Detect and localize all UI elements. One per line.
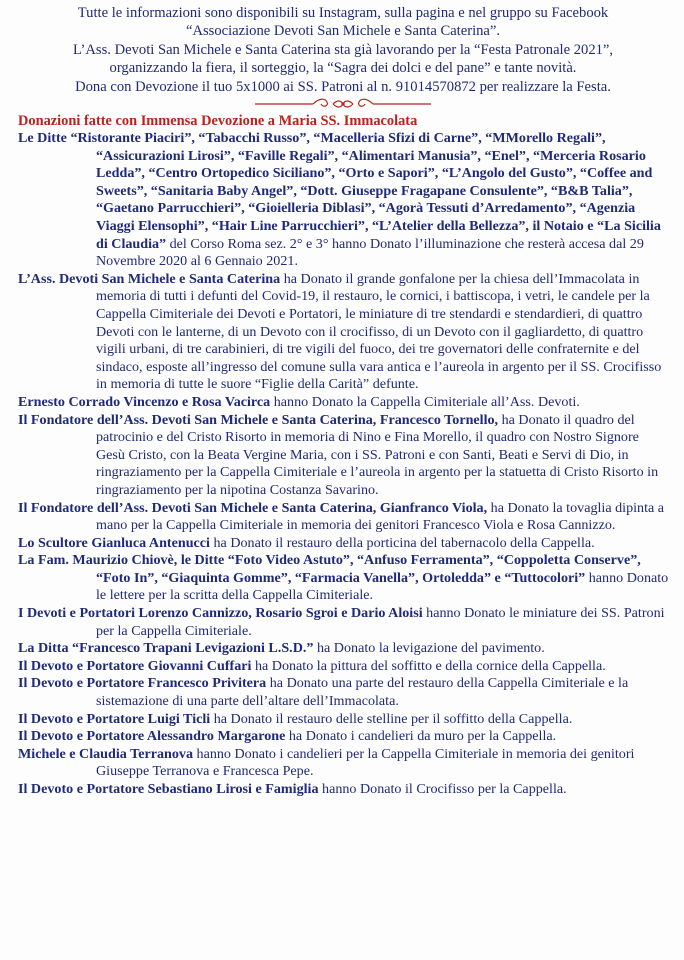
donor-name: Il Devoto e Portatore Giovanni Cuffari bbox=[18, 657, 252, 674]
donation-description: ha Donato il restauro delle stelline per il soffitto della Cappella. bbox=[210, 710, 573, 727]
donation-entry bbox=[16, 640, 670, 658]
donation-entry bbox=[16, 605, 670, 640]
donor-name: Il Devoto e Portatore Sebastiano Lirosi e Famiglia bbox=[18, 781, 319, 797]
donor-name: I Devoti e Portatori Lorenzo Cannizzo, Rosario Sgroi e Dario Aloisi bbox=[18, 605, 423, 622]
donation-description: ha Donato il quadro del patrocinio e del Cristo Risorto in memoria di Nino e Fina Morello, il quadro con Nostro Signore Gesù Cristo, con la Beata Vergine Maria, con i SS. Patroni e con Santi, Beati e Servi di Dio, in ringraziamento per la Cappella Cimiteriale e l’aureola in argento per la statuetta di Cristo Risorto in ringraziamento per la nipotina Costanza Savarino. bbox=[96, 411, 659, 498]
donation-description: hanno Donato il Crocifisso per la Cappella. bbox=[318, 781, 567, 797]
donation-description: ha Donato il restauro della porticina del tabernacolo della Cappella. bbox=[209, 534, 595, 551]
donation-description: hanno Donato la Cappella Cimiteriale all’Ass. Devoti. bbox=[270, 393, 580, 410]
donation-description: ha Donato i candelieri da muro per la Cappella. bbox=[285, 728, 557, 745]
donor-name: Il Devoto e Portatore Francesco Privitera bbox=[18, 675, 267, 692]
donation-entry bbox=[16, 552, 670, 605]
donation-entry bbox=[16, 658, 670, 676]
donor-name: Le Ditte “Ristorante Piaciri”, “Tabacchi Russo”, “Macelleria Sfizi di Carne”, “MMorello Regali”, “Assicurazioni Lirosi”, “Faville Regali”, “Alimentari Manusia”, “Enel”, “Merceria Rosario Ledda”, “Centro Ortopedico Siciliano”, “Orto e Sapori”, “L’Angolo del Gusto”, “Coffee and Sweets”, “Sanitaria Baby Angel”, “Dott. Giuseppe Fragapane Consulente”, “B&B Talia”, “Gaetano Parrucchieri”, “Gioielleria Diblasi”, “Agorà Tessuti d’Arredamento”, “Agenzia Viaggi Elensophi”, “Hair Line Parrucchieri”, “L’Atelier della Bellezza”, il Notaio e “La Sicilia di Claudia” bbox=[18, 130, 661, 252]
donor-name: Il Devoto e Portatore Luigi Ticli bbox=[18, 710, 211, 727]
donation-entry bbox=[16, 130, 670, 271]
donation-description: hanno Donato i candelieri per la Cappella Cimiteriale in memoria dei genitori Giuseppe Terranova e Francesca Pepe. bbox=[96, 745, 635, 780]
donation-entry bbox=[16, 500, 670, 535]
intro-line: Dona con Devozione il tuo 5x1000 ai SS. Patroni al n. 91014570872 per realizzare la Festa. bbox=[75, 78, 611, 95]
donor-name: Michele e Claudia Terranova bbox=[18, 745, 193, 762]
donation-entry bbox=[16, 412, 670, 500]
donor-name: Lo Scultore Gianluca Antenucci bbox=[18, 534, 210, 551]
donation-description: del Corso Roma sez. 2° e 3° hanno Donato l’illuminazione che resterà accesa dal 29 Novembre 2020 al 6 Gennaio 2021. bbox=[96, 235, 644, 270]
donor-name: La Ditta “Francesco Trapani Levigazioni L.S.D.” bbox=[18, 640, 314, 657]
donation-description: hanno Donato le lettere per la scritta della Cappella Cimiteriale. bbox=[96, 569, 669, 604]
donation-entry bbox=[16, 535, 670, 553]
donation-list bbox=[16, 130, 670, 799]
donation-description: ha Donato la tovaglia dipinta a mano per la Cappella Cimiteriale in memoria dei genitori Francesco Viola e Rosa Cannizzo. bbox=[96, 499, 665, 534]
donor-name: Il Devoto e Portatore Alessandro Margarone bbox=[18, 728, 286, 745]
intro-line: L’Ass. Devoti San Michele e Santa Caterina sta già lavorando per la “Festa Patronale 2021”, bbox=[72, 41, 614, 58]
donation-entry bbox=[16, 746, 670, 781]
donation-entry bbox=[16, 675, 670, 710]
donor-name: Il Fondatore dell’Ass. Devoti San Michele e Santa Caterina, Gianfranco Viola, bbox=[18, 499, 488, 516]
donor-name: Ernesto Corrado Vincenzo e Rosa Vacirca bbox=[18, 393, 271, 410]
donation-entry bbox=[16, 781, 670, 799]
scroll-ornament-icon bbox=[253, 98, 433, 110]
intro-block bbox=[16, 4, 670, 96]
donation-description: hanno Donato le miniature dei SS. Patroni per la Cappella Cimiteriale. bbox=[96, 605, 665, 639]
intro-line: “Associazione Devoti San Michele e Santa Caterina”. bbox=[185, 23, 501, 40]
donation-description: ha Donato la pittura del soffitto e della cornice della Cappella. bbox=[251, 657, 606, 674]
donation-description: ha Donato il grande gonfalone per la chiesa dell’Immacolata in memoria di tutti i defunti del Covid-19, il restauro, le cornici, i battiscopa, i vetri, le candele per la Cappella Cimiteriale dei Devoti e Portatori, le miniature di tre stendardi e stendardieri, di quattro Devoti con le lanterne, di un Devoto con il crocifisso, di un Devoto con il gagliardetto, di quattro vigili urbani, di tre carabinieri, di tre vigili del fuoco, dei tre governatori delle confraternite e del sindaco, esposte all’ingresso del comune sulla vara antica e l’aureola in argento per il SS. Crocifisso in memoria di tutte le suore “Figlie della Carità” defunte. bbox=[96, 270, 662, 393]
intro-line: organizzando la fiera, il sorteggio, la “Sagra dei dolci e del pane” e tante novità. bbox=[109, 60, 577, 77]
donation-entry bbox=[16, 711, 670, 729]
donor-name: La Fam. Maurizio Chiovè, le Ditte “Foto Video Astuto”, “Anfuso Ferramenta”, “Coppoletta Conserve”, “Foto In”, “Giaquinta Gomme”, “Farmacia Vanella”, Ortoledda” e “Tuttocolori” bbox=[18, 552, 641, 586]
donation-description: ha Donato la levigazione del pavimento. bbox=[313, 640, 545, 657]
donor-name: L’Ass. Devoti San Michele e Santa Caterina bbox=[18, 270, 281, 287]
donation-entry bbox=[16, 394, 670, 412]
donation-entry bbox=[16, 728, 670, 746]
donation-description: ha Donato una parte del restauro della Cappella Cimiteriale e la sistemazione di una parte dell’altare dell’Immacolata. bbox=[96, 675, 629, 710]
donation-entry bbox=[16, 271, 670, 394]
donations-heading: Donazioni fatte con Immensa Devozione a Maria SS. Immacolata bbox=[18, 113, 418, 130]
donor-name: Il Fondatore dell’Ass. Devoti San Michele e Santa Caterina, Francesco Tornello, bbox=[18, 411, 499, 428]
intro-line: Tutte le informazioni sono disponibili su Instagram, sulla pagina e nel gruppo su Facebook bbox=[77, 5, 609, 21]
